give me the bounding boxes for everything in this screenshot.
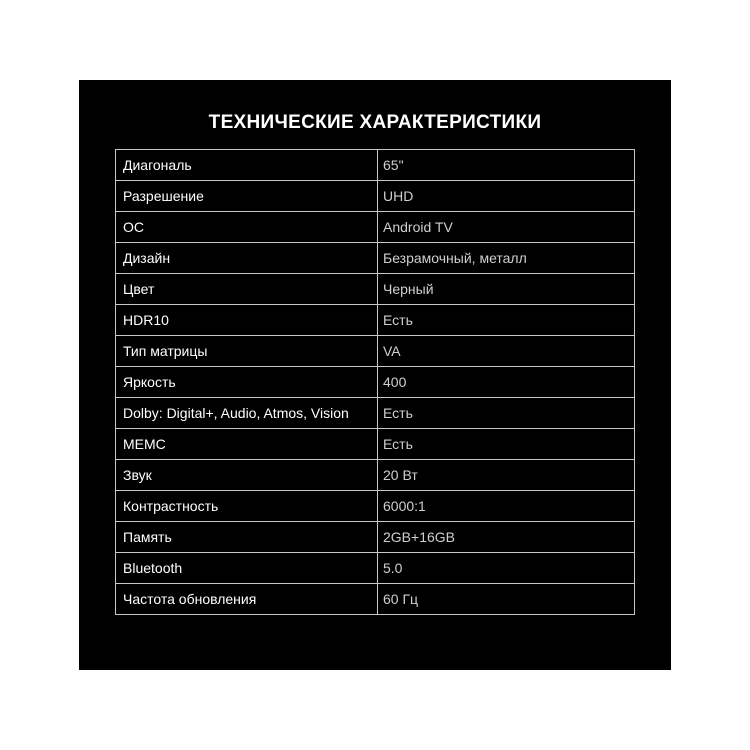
table-row (116, 243, 635, 274)
table-row (116, 274, 635, 305)
table-row (116, 398, 635, 429)
spec-value: Android TV (378, 212, 635, 243)
spec-key: Разрешение (116, 181, 378, 212)
spec-key: Дизайн (116, 243, 378, 274)
spec-value: VA (378, 336, 635, 367)
spec-key: ОС (116, 212, 378, 243)
table-row (116, 367, 635, 398)
spec-key: HDR10 (116, 305, 378, 336)
spec-value: Есть (378, 305, 635, 336)
specs-table (115, 149, 635, 615)
spec-key: Контрастность (116, 491, 378, 522)
table-row (116, 336, 635, 367)
spec-value: 60 Гц (378, 584, 635, 615)
spec-key: MEMC (116, 429, 378, 460)
table-row (116, 584, 635, 615)
table-row (116, 305, 635, 336)
page-title: ТЕХНИЧЕСКИЕ ХАРАКТЕРИСТИКИ (208, 112, 542, 133)
table-row (116, 212, 635, 243)
spec-value: UHD (378, 181, 635, 212)
spec-value: 400 (378, 367, 635, 398)
spec-key: Яркость (116, 367, 378, 398)
spec-key: Тип матрицы (116, 336, 378, 367)
table-row (116, 553, 635, 584)
spec-value: Черный (378, 274, 635, 305)
spec-value: 2GB+16GB (378, 522, 635, 553)
spec-value: Есть (378, 429, 635, 460)
spec-value: 6000:1 (378, 491, 635, 522)
spec-key: Цвет (116, 274, 378, 305)
spec-value: 65" (378, 150, 635, 181)
spec-key: Диагональ (116, 150, 378, 181)
spec-key: Звук (116, 460, 378, 491)
spec-value: 5.0 (378, 553, 635, 584)
spec-value: Безрамочный, металл (378, 243, 635, 274)
spec-value: 20 Вт (378, 460, 635, 491)
spec-key: Память (116, 522, 378, 553)
table-row (116, 429, 635, 460)
spec-key: Dolby: Digital+, Audio, Atmos, Vision (116, 398, 378, 429)
table-row (116, 491, 635, 522)
table-row (116, 522, 635, 553)
table-row (116, 150, 635, 181)
table-row (116, 181, 635, 212)
spec-key: Частота обновления (116, 584, 378, 615)
spec-value: Есть (378, 398, 635, 429)
spec-key: Bluetooth (116, 553, 378, 584)
table-row (116, 460, 635, 491)
